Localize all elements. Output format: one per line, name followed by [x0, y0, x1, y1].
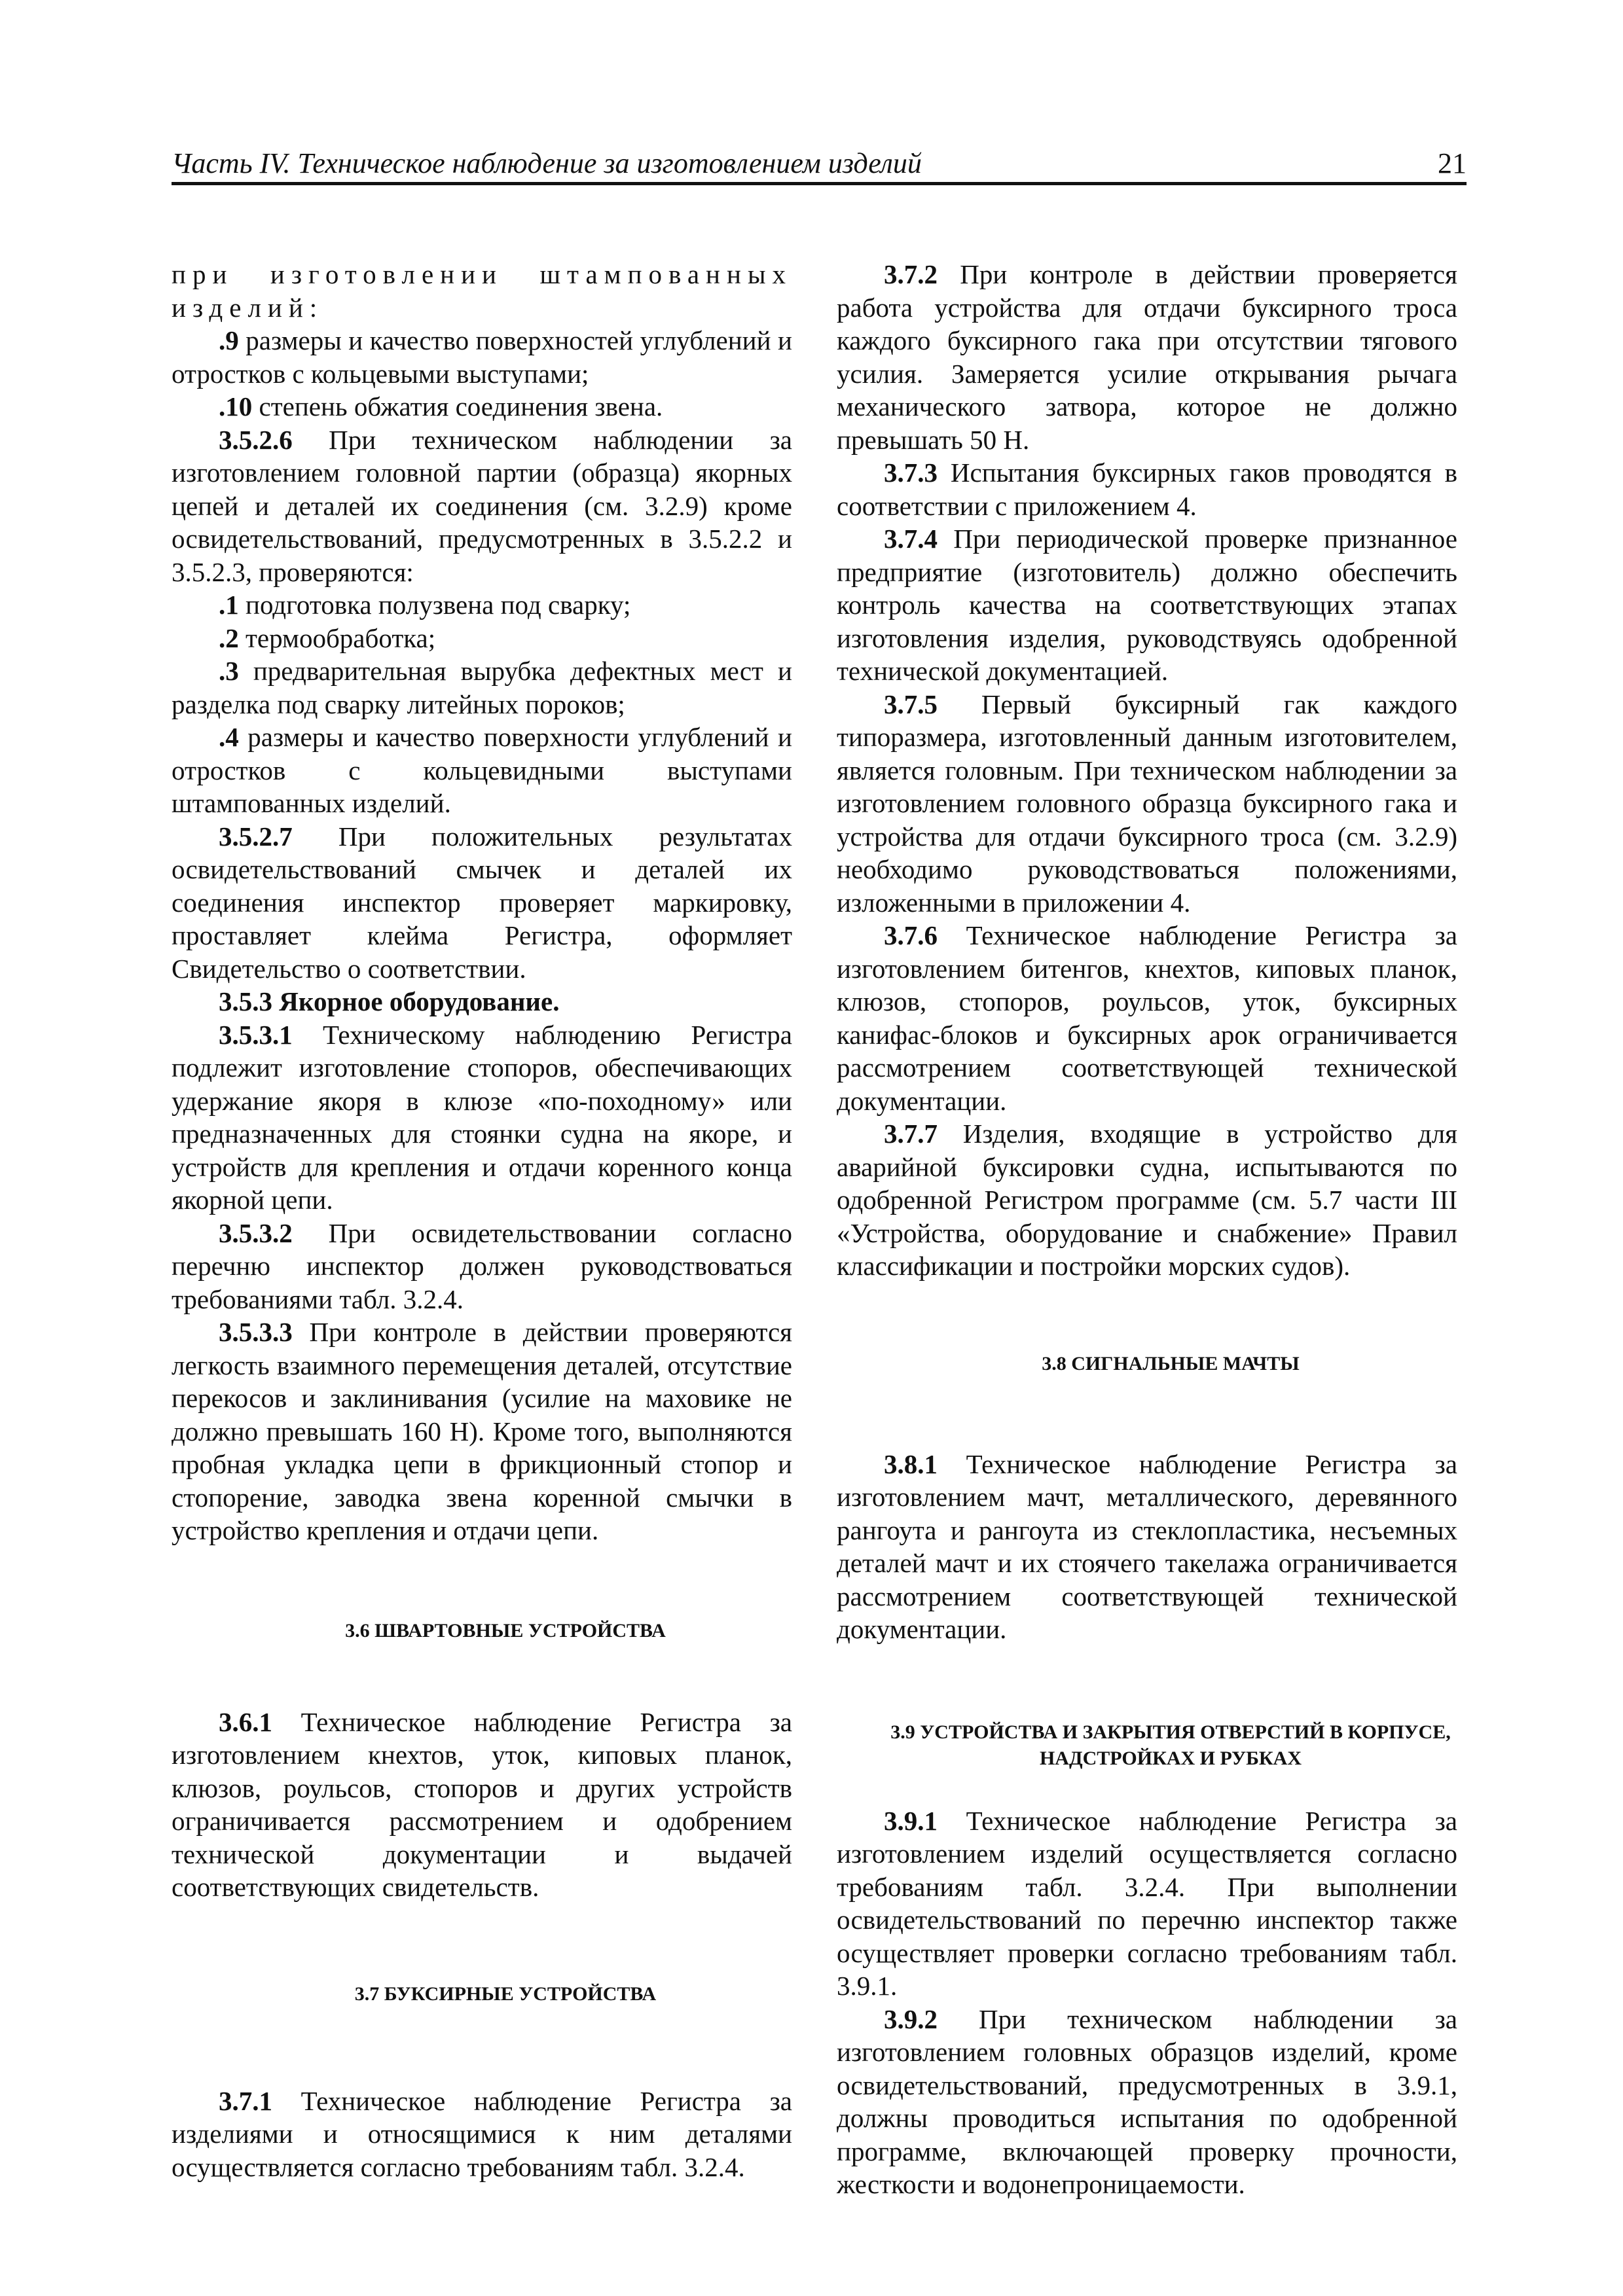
item-number: .4: [219, 722, 239, 752]
clause-number: 3.9.2: [884, 2003, 938, 2034]
list-item-2: [172, 622, 792, 655]
clause-text: При контроле в действии проверяются легкость взаимного перемещения деталей, отсутствие перекосов и заклинивания (усилие на маховике не должно превышать 160 Н). Кроме того, выполняются пробная укладка цепи в фрикционный стопор и стопорение, заводка звена коренной смычки в устройство крепления и отдачи цепи.: [172, 1317, 792, 1545]
list-item-10: [172, 390, 792, 423]
paragraph-3-5-2-7: [172, 820, 792, 986]
clause-text: Техническое наблюдение Регистра за изготовлением кнехтов, уток, киповых планок, клюзов, роульсов, стопоров и других устройств ограничивается рассмотрением и одобрением технической документации и выдачей соответствующих свидетельств.: [172, 1706, 792, 1902]
paragraph-3-5-3-3: [172, 1316, 792, 1547]
item-number: .3: [219, 656, 239, 686]
clause-text: Техническое наблюдение Регистра за изготовлением битенгов, кнехтов, киповых планок, клюзов, стопоров, роульсов, уток, буксирных канифас-блоков и буксирных арок ограничивается рассмотрением соответствующей технической документации.: [837, 920, 1457, 1116]
item-number: .2: [219, 622, 239, 653]
clause-number: 3.7.2: [884, 259, 938, 289]
clause-number: 3.9.1: [884, 1805, 938, 1836]
list-item-3: [172, 655, 792, 721]
item-number: .1: [219, 590, 239, 620]
clause-number: 3.5.3.3: [219, 1317, 293, 1347]
paragraph-3-7-6: [837, 919, 1457, 1117]
paragraph-3-7-5: [837, 688, 1457, 920]
clause-text: Первый буксирный гак каждого типоразмера, изготовленный данным изготовителем, является головным. При техническом наблюдении за изготовлением головного образца буксирного гака и устройства для отдачи буксирного троса (см. 3.2.9) необходимо руководствоваться положениями, изложенными в приложении 4.: [837, 689, 1457, 918]
section-heading-3-6: 3.6 ШВАРТОВНЫЕ УСТРОЙСТВА: [345, 1619, 666, 1641]
subsection-3-5-3: [172, 985, 792, 1018]
paragraph-3-9-2: [837, 2003, 1457, 2201]
clause-number: 3.7.4: [884, 524, 938, 554]
list-item-4: [172, 721, 792, 820]
running-header: [172, 145, 1467, 185]
clause-number: 3.7.3: [884, 457, 938, 488]
clause-number: 3.7.7: [884, 1119, 938, 1149]
paragraph-3-5-3-2: [172, 1217, 792, 1316]
clause-text: Техническое наблюдение Регистра за изделиями и относящимися к ним деталями осуществляется согласно требованиям табл. 3.2.4.: [172, 2085, 792, 2182]
clause-text: При освидетельствовании согласно перечню инспектор должен руководствоваться требованиями табл. 3.2.4.: [172, 1217, 792, 1314]
clause-number: 3.5.2.7: [219, 821, 293, 852]
item-number: .10: [219, 391, 253, 422]
paragraph-3-7-7: [837, 1117, 1457, 1283]
clause-number: 3.8.1: [884, 1448, 938, 1479]
clause-text: Техническое наблюдение Регистра за изготовлением мачт, металлического, деревянного рангоута и рангоута из стеклопластика, несъемных деталей мачт и их стоячего такелажа ограничивается рассмотрением соответствующей технической документации.: [837, 1448, 1457, 1644]
clause-text: При техническом наблюдении за изготовлением головной партии (образца) якорных цепей и деталей их соединения (см. 3.2.9) кроме освидетельствований, предусмотренных в 3.5.2.2 и 3.5.2.3, проверяются:: [172, 424, 792, 587]
paragraph-3-5-3-1: [172, 1018, 792, 1217]
item-text: размеры и качество поверхностей углублений и отростков с кольцевыми выступами;: [172, 325, 792, 389]
clause-number: 3.7.5: [884, 689, 938, 719]
paragraph-3-6-1: [172, 1706, 792, 1904]
clause-number: 3.5.3.1: [219, 1019, 293, 1050]
left-column: [172, 258, 792, 2183]
clause-number: 3.5.2.6: [219, 424, 293, 455]
section-heading-line-1: 3.9 УСТРОЙСТВА И ЗАКРЫТИЯ ОТВЕРСТИЙ В КОРПУСЕ,: [890, 1721, 1451, 1743]
header-title: Часть IV. Техническое наблюдение за изготовлением изделий: [172, 147, 922, 179]
paragraph-3-9-1: [837, 1804, 1457, 2003]
item-text: размеры и качество поверхности углублений и отростков с кольцевидными выступами штампованных изделий.: [172, 722, 792, 818]
paragraph-3-7-2: [837, 258, 1457, 456]
paragraph-3-7-4: [837, 522, 1457, 688]
paragraph-3-7-1: [172, 2085, 792, 2184]
item-text: подготовка полузвена под сварку;: [238, 590, 631, 620]
clause-text: При периодической проверке признанное предприятие (изготовитель) должно обеспечить контроль качества на соответствующих этапах изготовления изделия, руководствуясь одобренной технической документацией.: [837, 524, 1457, 686]
item-number: .9: [219, 325, 239, 355]
section-heading-3-7: 3.7 БУКСИРНЫЕ УСТРОЙСТВА: [354, 1982, 657, 2005]
item-text: предварительная вырубка дефектных мест и разделка под сварку литейных пороков;: [172, 656, 792, 719]
clause-text: Техническое наблюдение Регистра за изготовлением изделий осуществляется согласно требованиям табл. 3.2.4. При выполнении освидетельствований по перечню инспектор также осуществляет проверки согласно требованиям табл. 3.9.1.: [837, 1805, 1457, 2001]
list-item-1: [172, 588, 792, 622]
clause-number: 3.6.1: [219, 1706, 272, 1737]
paragraph-3-8-1: [837, 1448, 1457, 1646]
paragraph-3-7-3: [837, 456, 1457, 522]
item-text: степень обжатия соединения звена.: [252, 391, 663, 422]
clause-text: Изделия, входящие в устройство для аварийной буксировки судна, испытываются по одобренной Регистром программе (см. 5.7 части III «Устройства, оборудование и снабжение» Правил классификации и постройки морских судов).: [837, 1119, 1457, 1281]
clause-text: При контроле в действии проверяется работа устройства для отдачи буксирного троса каждого буксирного гака при отсутствии тягового усилия. Замеряется усилие открывания рычага механического затвора, которое не должно превышать 50 Н.: [837, 259, 1457, 455]
page-number: 21: [1438, 147, 1467, 179]
clause-text: При техническом наблюдении за изготовлением головных образцов изделий, кроме освидетельствований, предусмотренных в 3.9.1, должны проводиться испытания по одобренной программе, включающей проверку прочности, жесткости и водонепроницаемости.: [837, 2003, 1457, 2199]
section-heading-line-2: НАДСТРОЙКАХ И РУБКАХ: [1039, 1747, 1302, 1769]
clause-number: 3.7.1: [219, 2085, 272, 2116]
paragraph-3-5-2-6: [172, 423, 792, 589]
clause-number: 3.5.3.2: [219, 1217, 293, 1248]
clause-text: Техническому наблюдению Регистра подлежит изготовление стопоров, обеспечивающих удержание якоря в клюзе «по-походному» или предназначенных для стоянки судна на якоре, и устройств для крепления и отдачи коренного конца якорной цепи.: [172, 1019, 792, 1215]
section-heading-3-9: [837, 1719, 1457, 1772]
subsection-title: 3.5.3 Якорное оборудование.: [219, 986, 560, 1016]
right-column: [837, 258, 1457, 2201]
clause-text: При положительных результатах освидетельствований смычек и деталей их соединения инспектор проверяет маркировку, проставляет клейма Регистра, оформляет Свидетельство о соответствии.: [172, 821, 792, 984]
section-heading-3-8: 3.8 СИГНАЛЬНЫЕ МАЧТЫ: [1042, 1352, 1300, 1374]
clause-number: 3.7.6: [884, 920, 938, 950]
list-item-9: [172, 324, 792, 390]
item-text: термообработка;: [238, 622, 436, 653]
clause-text: Испытания буксирных гаков проводятся в соответствии с приложением 4.: [837, 457, 1457, 521]
paragraph-intro: при изготовлении штампованных изделий:: [172, 259, 792, 323]
